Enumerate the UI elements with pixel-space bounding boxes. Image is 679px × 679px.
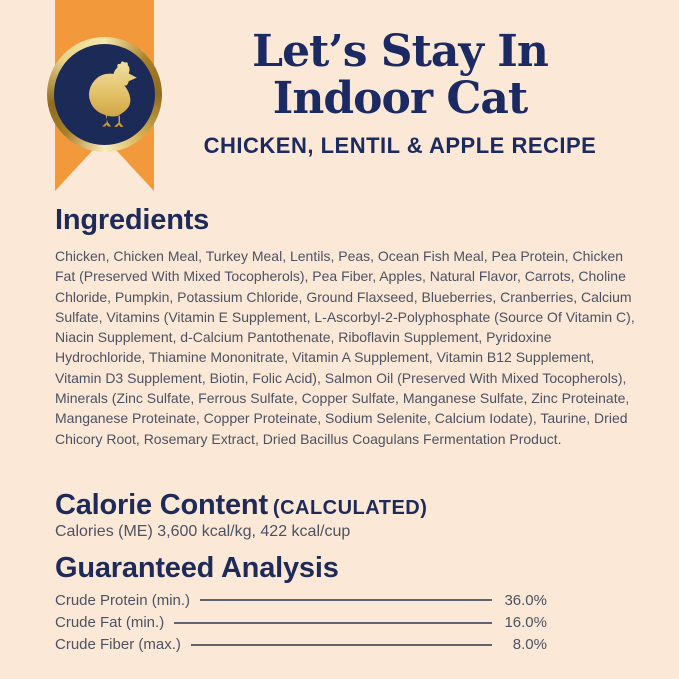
product-title-line1: Let’s Stay In	[252, 26, 548, 77]
analysis-label: Crude Fiber (max.)	[55, 636, 181, 654]
guaranteed-analysis-heading: Guaranteed Analysis	[55, 552, 339, 584]
ingredients-heading: Ingredients	[55, 204, 210, 236]
calorie-heading-text: Calorie Content	[55, 489, 268, 521]
table-row	[55, 589, 547, 611]
ingredients-text: Chicken, Chicken Meal, Turkey Meal, Lentils, Peas, Ocean Fish Meal, Pea Protein, Chicken Fat (Preserved With Mixed Tocopherols), Pea Fiber, Apples, Natural Flavor, Carrots, Choline Chloride, Pumpkin, Potassium Chloride, Ground Flaxseed, Blueberries, Cranberries, Calcium Sulfate, Vitamins (Vitamin E Supplement, L-Ascorbyl-2-Polyphosphate (Source Of Vitamin C), Niacin Supplement, d-Calcium Pantothenate, Riboflavin Supplement, Pyridoxine Hydrochloride, Thiamine Mononitrate, Vitamin A Supplement, Vitamin B12 Supplement, Vitamin D3 Supplement, Biotin, Folic Acid), Salmon Oil (Preserved With Mixed Tocopherols), Minerals (Zinc Sulfate, Ferrous Sulfate, Copper Sulfate, Manganese Sulfate, Zinc Proteinate, Manganese Proteinate, Copper Proteinate, Sodium Selenite, Calcium Iodate), Taurine, Dried Chicory Root, Rosemary Extract, Dried Bacillus Coagulans Fermentation Product.	[55, 248, 635, 447]
calories-line: Calories (ME) 3,600 kcal/kg, 422 kcal/cup	[55, 523, 351, 540]
table-row	[55, 634, 547, 656]
guaranteed-analysis-table	[55, 589, 547, 656]
analysis-value: 8.0%	[512, 636, 547, 654]
analysis-value: 16.0%	[504, 614, 547, 632]
recipe-subtitle: CHICKEN, LENTIL & APPLE RECIPE	[203, 133, 597, 158]
calorie-qualifier: (CALCULATED)	[272, 497, 428, 519]
leader-line	[174, 622, 492, 624]
calorie-content-heading	[55, 488, 427, 525]
analysis-label: Crude Protein (min.)	[55, 591, 191, 609]
analysis-label: Crude Fat (min.)	[55, 614, 165, 632]
leader-line	[200, 599, 492, 601]
header	[120, 28, 679, 159]
leader-line	[191, 644, 492, 646]
table-row	[55, 611, 547, 633]
analysis-value: 36.0%	[504, 591, 547, 609]
product-title-line2: Indoor Cat	[272, 73, 528, 124]
